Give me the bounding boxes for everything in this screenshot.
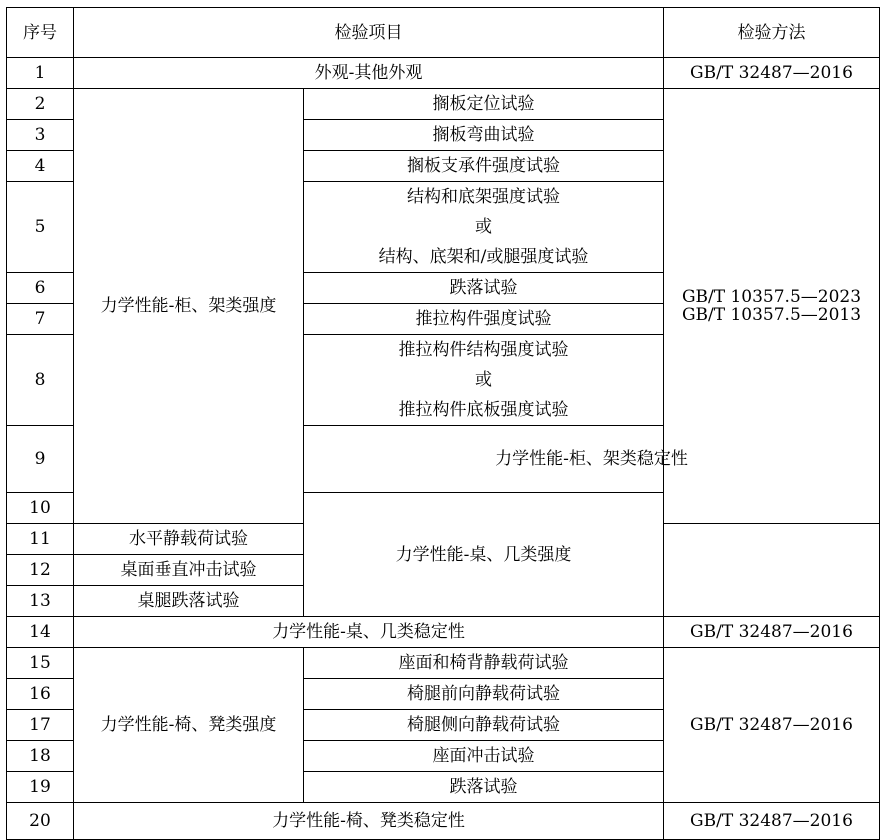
or-line: 或	[475, 217, 492, 237]
row-no: 7	[7, 304, 74, 335]
row-sub-item: 桌面垂直冲击试验	[74, 555, 304, 586]
row-no: 4	[7, 151, 74, 182]
row-sub-item: 座面冲击试验	[304, 741, 664, 772]
row-no: 5	[7, 182, 74, 273]
row-no: 3	[7, 120, 74, 151]
row-no: 2	[7, 89, 74, 120]
row-sub-item: 搁板弯曲试验	[304, 120, 664, 151]
row-no: 20	[7, 803, 74, 840]
header-method: 检验方法	[664, 8, 880, 58]
row-sub-item: 跌落试验	[304, 273, 664, 304]
row-item: 力学性能-柜、架类稳定性	[304, 426, 880, 493]
row-sub-item: 搁板支承件强度试验	[304, 151, 664, 182]
row-sub-item: 椅腿前向静载荷试验	[304, 679, 664, 710]
row-method: GB/T 32487—2016	[664, 617, 880, 648]
row-no: 13	[7, 586, 74, 617]
group-label-cabinet-strength: 力学性能-柜、架类强度	[74, 89, 304, 524]
table-row	[7, 648, 880, 679]
inspection-table	[6, 7, 880, 840]
row-method: GB/T 32487—2016	[664, 58, 880, 89]
method-line: GB/T 10357.5—2013	[681, 305, 862, 325]
group-method-chair-strength: GB/T 32487—2016	[664, 648, 880, 803]
sub-line: 结构、底架和/或腿强度试验	[378, 247, 589, 267]
row-no: 14	[7, 617, 74, 648]
sub-line: 推拉构件底板强度试验	[398, 400, 569, 420]
row-item: 力学性能-桌、几类稳定性	[74, 617, 664, 648]
row-item: 力学性能-椅、凳类稳定性	[74, 803, 664, 840]
table-row	[7, 803, 880, 840]
row-no: 19	[7, 772, 74, 803]
row-sub-item-multi	[304, 182, 664, 273]
row-no: 8	[7, 335, 74, 426]
row-sub-item: 推拉构件强度试验	[304, 304, 664, 335]
row-no: 15	[7, 648, 74, 679]
group-label-table-strength: 力学性能-桌、几类强度	[304, 493, 664, 617]
row-no: 10	[7, 493, 74, 524]
row-sub-item: 水平静载荷试验	[74, 524, 304, 555]
table-row	[7, 617, 880, 648]
row-sub-item: 搁板定位试验	[304, 89, 664, 120]
row-sub-item: 桌腿跌落试验	[74, 586, 304, 617]
row-no: 6	[7, 273, 74, 304]
row-no: 12	[7, 555, 74, 586]
row-sub-item: 跌落试验	[304, 772, 664, 803]
table-header-row	[7, 8, 880, 58]
row-no: 18	[7, 741, 74, 772]
row-sub-item: 椅腿侧向静载荷试验	[304, 710, 664, 741]
header-item: 检验项目	[74, 8, 664, 58]
row-no: 16	[7, 679, 74, 710]
row-sub-item-multi	[304, 335, 664, 426]
method-line: GB/T 10357.5—2023	[681, 287, 862, 307]
row-no: 17	[7, 710, 74, 741]
row-no: 1	[7, 58, 74, 89]
sub-line: 结构和底架强度试验	[407, 187, 560, 207]
row-sub-item: 座面和椅背静载荷试验	[304, 648, 664, 679]
table-row	[7, 58, 880, 89]
row-no: 9	[7, 426, 74, 493]
row-no: 11	[7, 524, 74, 555]
or-line: 或	[475, 370, 492, 390]
row-method: GB/T 32487—2016	[664, 803, 880, 840]
header-no: 序号	[7, 8, 74, 58]
table-row	[7, 89, 880, 120]
group-label-chair-strength: 力学性能-椅、凳类强度	[74, 648, 304, 803]
sub-line: 推拉构件结构强度试验	[398, 340, 569, 360]
row-item: 外观-其他外观	[74, 58, 664, 89]
